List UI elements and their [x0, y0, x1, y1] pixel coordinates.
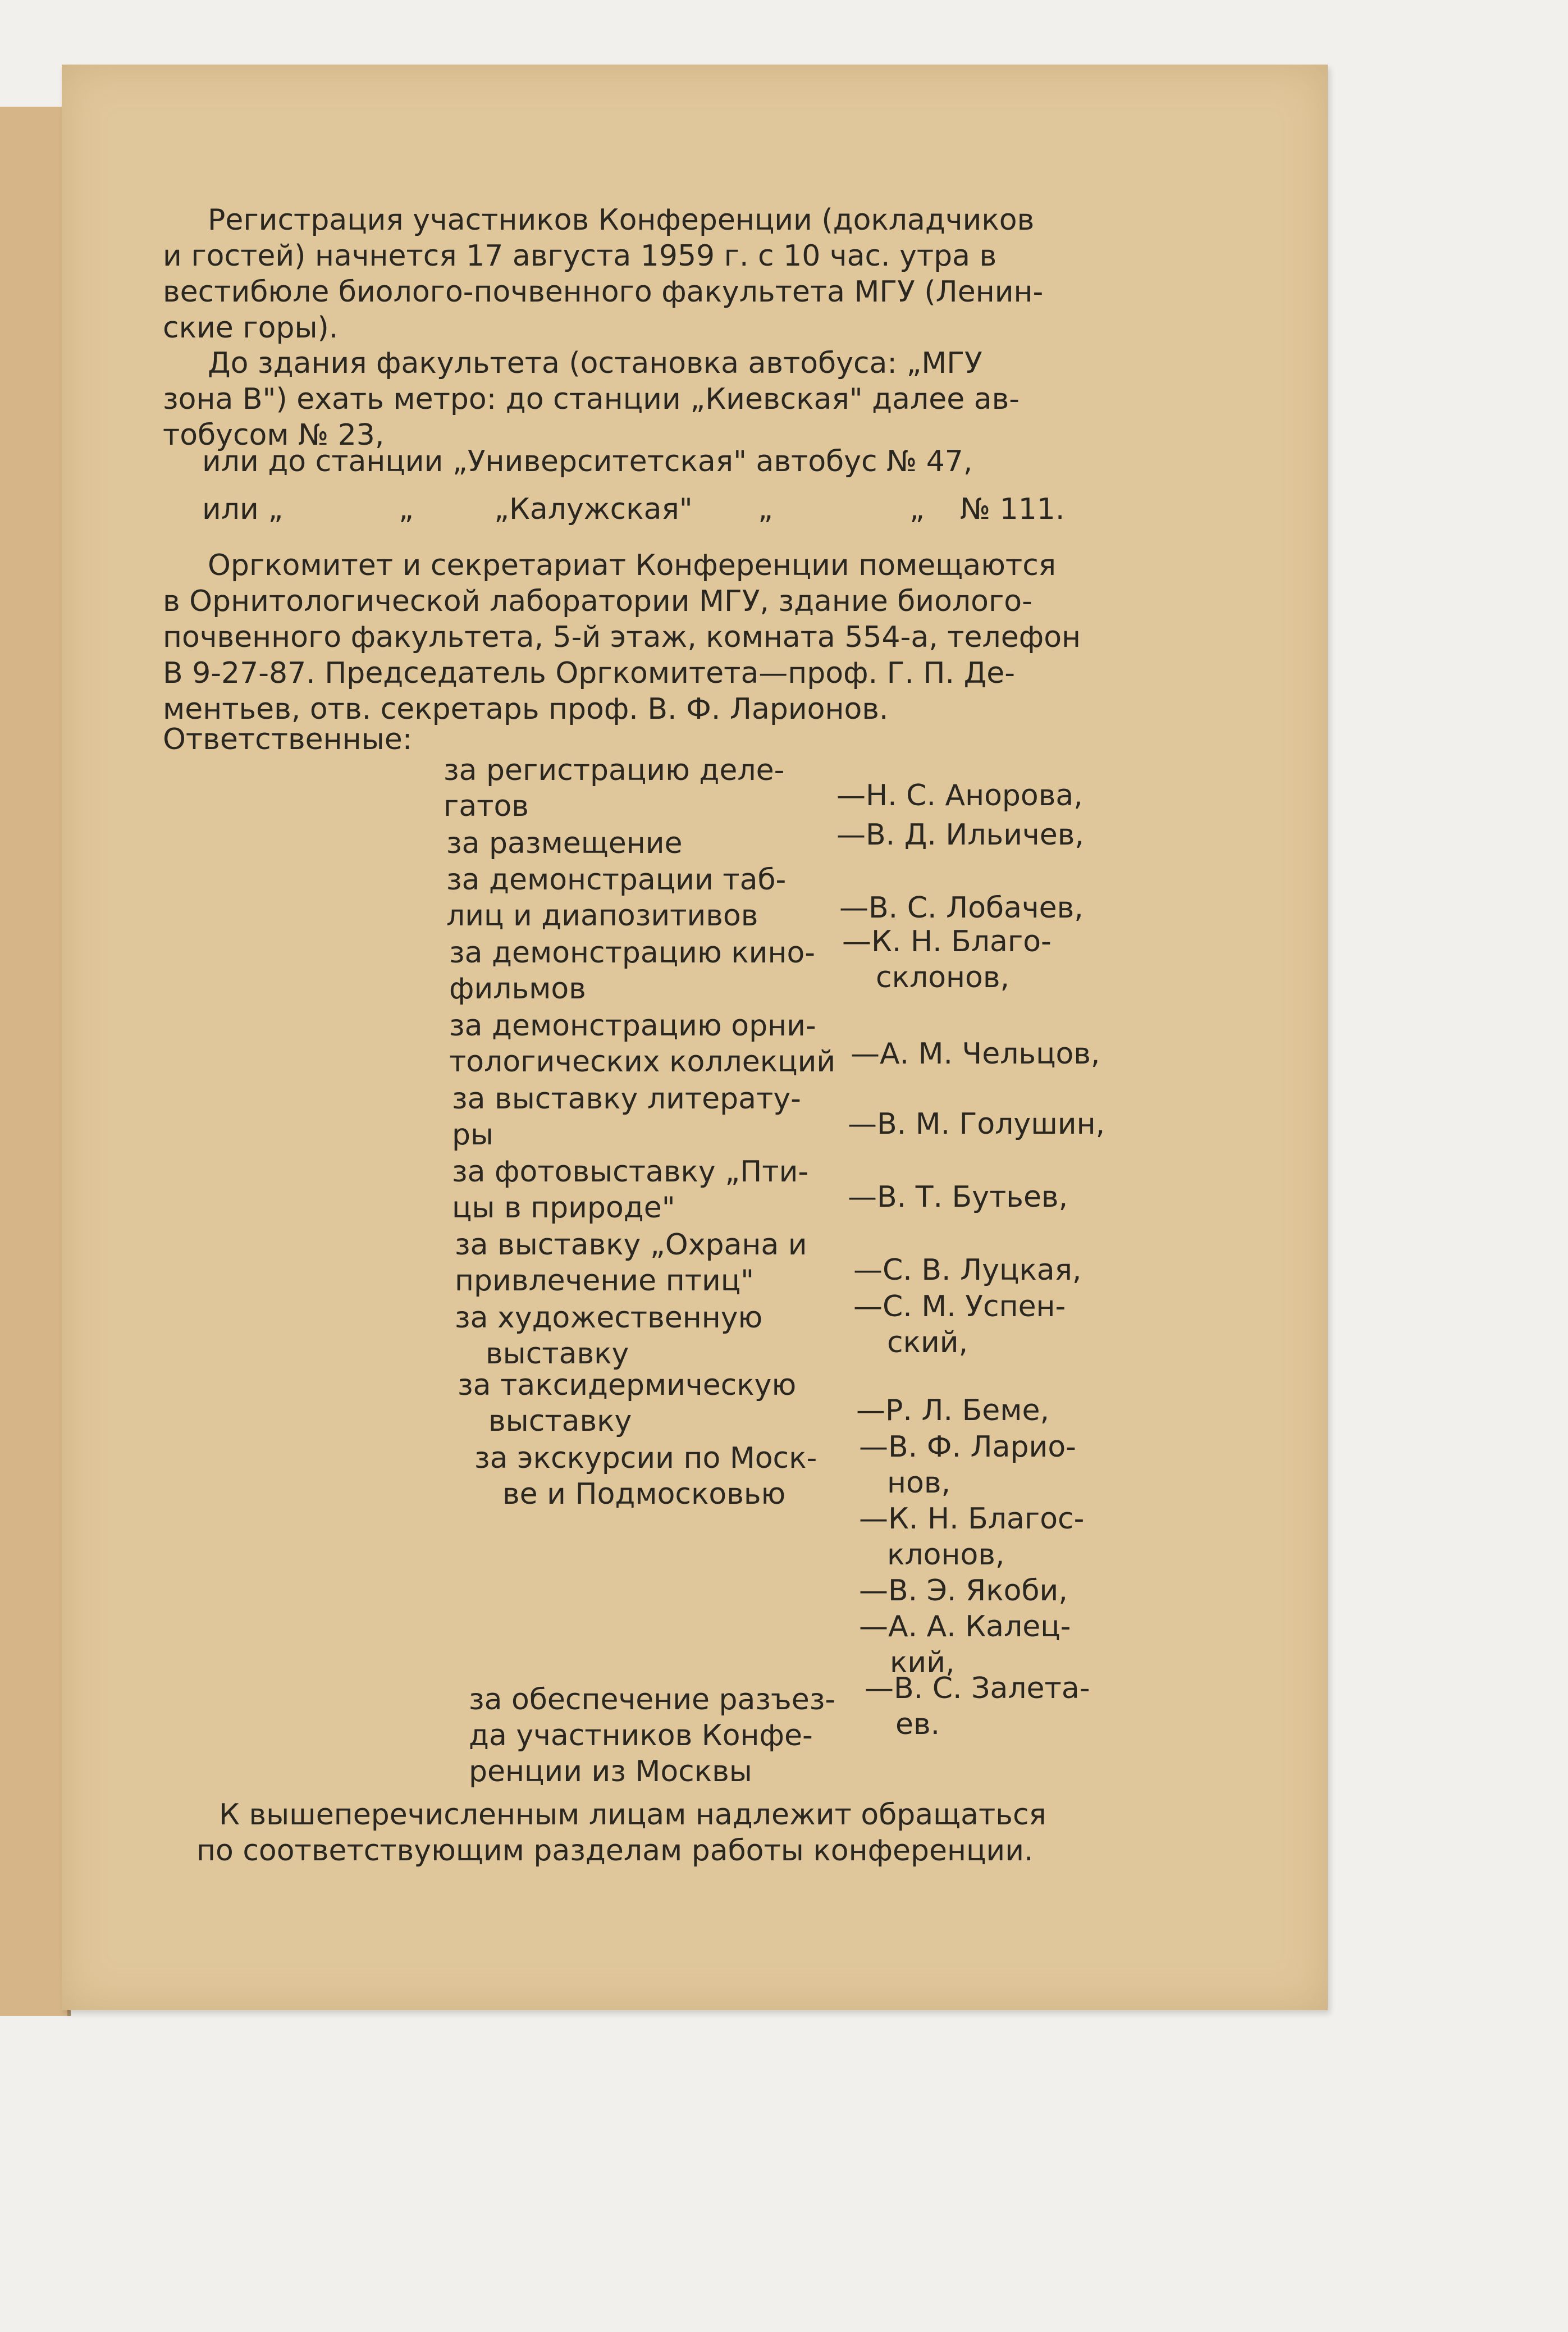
name-line: —В. М. Голушин,	[848, 1107, 1105, 1141]
orgcommittee-line: почвенного факультета, 5-й этаж, комната 554-а, телефон	[163, 620, 1081, 654]
directions-alt-2-ditto: „	[909, 492, 925, 526]
duty	[474, 1440, 817, 1512]
orgcommittee-line: в Орнитологической лаборатории МГУ, здание биолого-	[163, 585, 1032, 618]
orgcommittee-line: Оргкомитет и секретариат Конференции помещаются	[208, 549, 1057, 582]
duty	[469, 1682, 835, 1790]
name-line: —В. Д. Ильичев,	[836, 818, 1084, 852]
responsible-name	[851, 1036, 1100, 1072]
duty-line: ве и Подмосковью	[502, 1477, 786, 1511]
duty	[455, 1227, 807, 1299]
orgcommittee-paragraph	[163, 547, 1173, 727]
directions-paragraph	[163, 345, 1173, 453]
duty	[449, 935, 815, 1007]
duty-line: за демонстрацию кино-	[449, 936, 816, 970]
duty-line: за выставку „Охрана и	[455, 1228, 807, 1262]
duty-line: фильмов	[449, 972, 586, 1006]
duty-line: цы в природе"	[452, 1191, 675, 1225]
name-line: склонов,	[876, 961, 1010, 994]
name-line: —В. С. Лобачев,	[839, 891, 1084, 925]
duty-line: за демонстрацию орни-	[449, 1009, 816, 1043]
duty-line: ренции из Москвы	[469, 1755, 752, 1788]
duty	[449, 1008, 835, 1080]
duty-line: тологических коллекций	[449, 1045, 836, 1079]
duty-line: привлечение птиц"	[455, 1264, 755, 1298]
responsible-name	[865, 1671, 1090, 1742]
name-line: ев.	[895, 1708, 940, 1741]
duty-line: за таксидермическую	[458, 1368, 797, 1402]
responsible-name	[848, 1106, 1105, 1142]
name-line: —Н. С. Анорова,	[836, 779, 1083, 813]
responsible-name	[839, 890, 1084, 926]
registration-line: ские горы).	[163, 311, 339, 345]
name-line: клонов,	[887, 1538, 1005, 1572]
duty-line: выставку	[488, 1404, 632, 1438]
name-line: —К. Н. Благо-	[842, 925, 1052, 959]
duty-line: да участников Конфе-	[469, 1719, 813, 1753]
name-line: ский,	[887, 1326, 968, 1359]
registration-line: Регистрация участников Конференции (докладчиков	[208, 203, 1035, 237]
name-line: —Р. Л. Беме,	[856, 1394, 1049, 1427]
duty-line: за фотовыставку „Пти-	[452, 1155, 809, 1189]
name-line: —В. С. Залета-	[865, 1672, 1090, 1705]
duty	[452, 1154, 808, 1226]
duty	[452, 1081, 801, 1153]
directions-alt-2-station: „Калужская"	[494, 492, 693, 526]
closing-line: по соответствующим разделам работы конференции.	[196, 1834, 1034, 1868]
name-line: кий,	[890, 1646, 955, 1680]
duty-line: за размещение	[446, 827, 683, 860]
closing-line: К вышеперечисленным лицам надлежит обращаться	[219, 1798, 1046, 1832]
registration-paragraph	[163, 202, 1173, 346]
responsible-name	[836, 817, 1084, 853]
duty-line: за регистрацию деле-	[444, 754, 785, 787]
directions-line: зона В") ехать метро: до станции „Киевская" далее ав-	[163, 382, 1020, 416]
name-line: —В. Т. Бутьев,	[848, 1180, 1068, 1214]
responsible-name	[859, 1429, 1084, 1681]
directions-alt-2-ditto: „	[758, 492, 773, 526]
duty-line: за демонстрации таб-	[446, 863, 787, 897]
duty	[446, 862, 786, 934]
name-line: —С. В. Луцкая,	[853, 1253, 1082, 1287]
duty-line: за художественную	[455, 1301, 763, 1335]
duty-line: лиц и диапозитивов	[446, 899, 758, 933]
document-page	[62, 65, 1328, 2010]
responsible-name	[848, 1179, 1068, 1215]
name-line: —А. М. Чельцов,	[851, 1037, 1100, 1071]
duty	[455, 1300, 762, 1372]
duty	[444, 752, 784, 824]
responsible-heading: Ответственные:	[163, 723, 413, 756]
directions-alt-2-prefix: или „	[202, 492, 284, 526]
duty-line: ры	[452, 1118, 494, 1152]
duty-line: за выставку литерату-	[452, 1082, 801, 1116]
orgcommittee-line: ментьев, отв. секретарь проф. В. Ф. Ларионов.	[163, 692, 889, 726]
duty-line: гатов	[444, 789, 529, 823]
name-line: —В. Э. Якоби,	[859, 1574, 1068, 1608]
duty-line: за обеспечение разъез-	[469, 1683, 836, 1717]
name-line: —К. Н. Благос-	[859, 1502, 1085, 1536]
responsible-name	[836, 778, 1083, 814]
name-line: —А. А. Калец-	[859, 1610, 1071, 1644]
duty	[446, 825, 683, 861]
left-page-edge	[0, 107, 71, 2016]
orgcommittee-line: В 9-27-87. Председатель Оргкомитета—проф. Г. П. Де-	[163, 656, 1015, 690]
registration-line: вестибюле биолого-почвенного факультета МГУ (Ленин-	[163, 275, 1044, 309]
responsible-name	[853, 1252, 1081, 1288]
name-line: —С. М. Успен-	[853, 1290, 1066, 1324]
registration-line: и гостей) начнется 17 августа 1959 г. с 10 час. утра в	[163, 239, 997, 273]
directions-line: тобусом № 23,	[163, 418, 385, 452]
duty-line: выставку	[486, 1337, 629, 1371]
name-line: нов,	[887, 1466, 950, 1500]
closing-paragraph	[196, 1797, 1207, 1869]
directions-alt-1: или до станции „Университетская" автобус № 47,	[202, 445, 973, 478]
name-line: —В. Ф. Ларио-	[859, 1430, 1076, 1464]
directions-line: До здания факультета (остановка автобуса: „МГУ	[208, 346, 982, 380]
duty-line: за экскурсии по Моск-	[474, 1441, 817, 1475]
directions-alt-2-ditto: „	[399, 492, 414, 526]
directions-alt-2-bus: № 111.	[960, 492, 1065, 526]
responsible-name	[853, 1289, 1066, 1361]
duty	[458, 1367, 796, 1439]
responsible-name	[842, 924, 1052, 996]
responsible-name	[856, 1393, 1049, 1429]
